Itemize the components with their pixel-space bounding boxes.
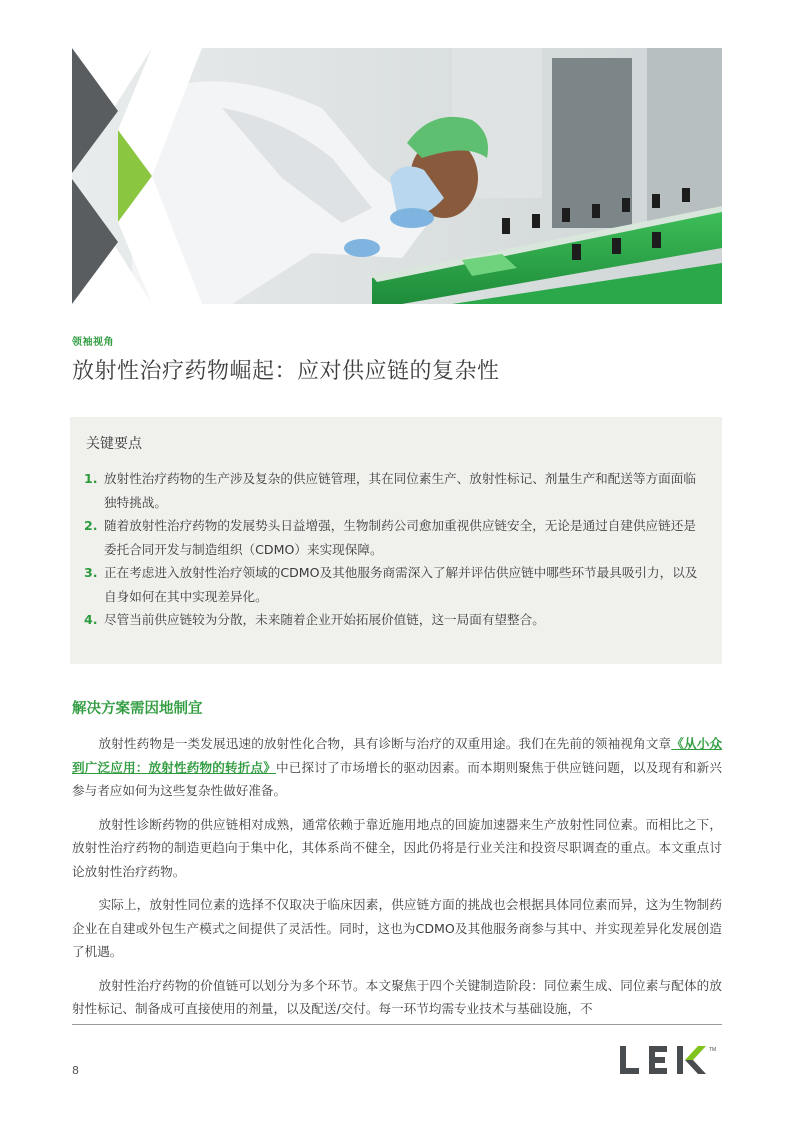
key-point-item [84, 467, 708, 514]
key-point-number: 3. [84, 565, 98, 580]
footer-divider [72, 1024, 722, 1025]
paragraph [72, 732, 722, 803]
logo-tm: TM [709, 1047, 717, 1053]
key-point-text: 尽管当前供应链较为分散，未来随着企业开始拓展价值链，这一局面有望整合。 [104, 612, 545, 627]
key-point-text: 正在考虑进入放射性治疗领域的CDMO及其他服务商需深入了解并评估供应链中哪些环节最具吸引力，以及自身如何在其中实现差异化。 [104, 565, 698, 604]
key-point-text: 随着放射性治疗药物的发展势头日益增强，生物制药公司愈加重视供应链安全，无论是通过自建供应链还是委托合同开发与制造组织（CDMO）来实现保障。 [104, 518, 696, 557]
article-body [72, 732, 722, 1031]
lab-worker-photo [72, 48, 722, 304]
key-point-text: 放射性治疗药物的生产涉及复杂的供应链管理，其在同位素生产、放射性标记、剂量生产和配送等方面面临独特挑战。 [104, 471, 696, 510]
lek-logo [620, 1043, 724, 1077]
key-point-item [84, 561, 708, 608]
lek-logo-icon [620, 1043, 724, 1077]
key-point-item [84, 608, 708, 632]
article-link[interactable]: 《从小众到广泛应用：放射性药物的转折点》 [72, 736, 723, 775]
paragraph-text: 放射性药物是一类发展迅速的放射性化合物，具有诊断与治疗的双重用途。我们在先前的领袖视角文章 [98, 736, 672, 751]
key-points-box [70, 417, 722, 664]
sub-heading: 解决方案需因地制宜 [72, 701, 203, 717]
key-points-list [84, 467, 708, 632]
paragraph: 实际上，放射性同位素的选择不仅取决于临床因素，供应链方面的挑战也会根据具体同位素而异，这为生物制药企业在自建或外包生产模式之间提供了灵活性。同时，这也为CDMO及其他服务商参与其中、并实现差异化发展创造了机遇。 [72, 897, 722, 959]
page-number: 8 [72, 1064, 79, 1077]
paragraph: 放射性治疗药物的价值链可以划分为多个环节。本文聚焦于四个关键制造阶段：同位素生成、同位素与配体的放射性标记、制备成可直接使用的剂量，以及配送/交付。每一环节均需专业技术与基础设施，不 [72, 977, 722, 1016]
key-point-number: 1. [84, 471, 98, 486]
page-title: 放射性治疗药物崛起：应对供应链的复杂性 [72, 359, 500, 384]
key-point-number: 2. [84, 518, 98, 533]
paragraph: 放射性诊断药物的供应链相对成熟，通常依赖于靠近施用地点的回旋加速器来生产放射性同位素。而相比之下，放射性治疗药物的制造更趋向于集中化，其体系尚不健全，因此仍将是行业关注和投资尽职调查的重点。本文重点讨论放射性治疗药物。 [72, 816, 722, 879]
paragraph-text: 中已探讨了市场增长的驱动因素。而本期则聚焦于供应链问题，以及现有和新兴参与者应如何为这些复杂性做好准备。 [72, 759, 723, 798]
key-points-title: 关键要点 [86, 436, 142, 452]
hero-image [72, 48, 722, 304]
section-tag: 领袖视角 [72, 337, 114, 348]
key-point-item [84, 514, 708, 561]
key-point-number: 4. [84, 612, 98, 627]
